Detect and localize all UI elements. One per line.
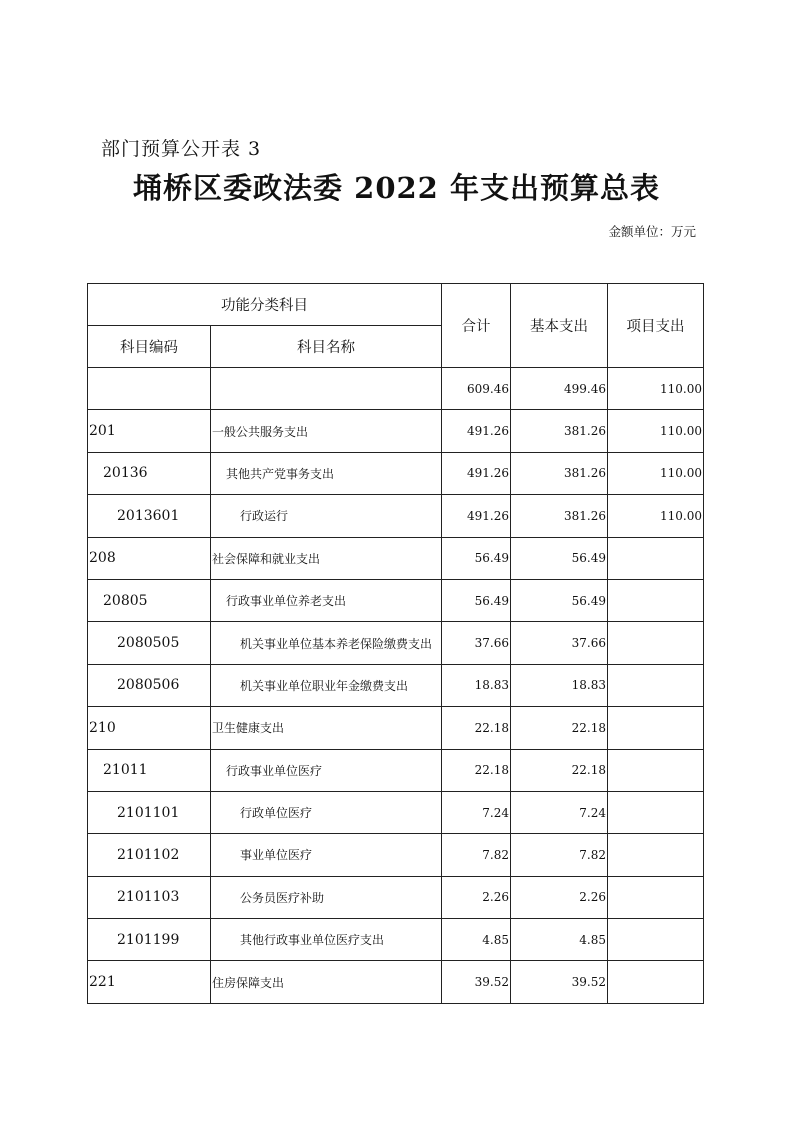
table-row — [88, 707, 704, 749]
table-body — [88, 368, 704, 1004]
subject-code-cell: 208 — [88, 537, 211, 579]
subject-code-cell: 20805 — [88, 579, 211, 621]
total-amount-cell: 37.66 — [442, 622, 511, 664]
header-project-expenditure: 项目支出 — [608, 284, 704, 368]
project-amount-cell: 110.00 — [608, 410, 704, 452]
total-amount-cell: 609.46 — [442, 368, 511, 410]
basic-amount-cell: 7.24 — [511, 791, 608, 833]
subject-name-cell: 公务员医疗补助 — [211, 876, 442, 918]
project-amount-cell: 110.00 — [608, 452, 704, 494]
table-row — [88, 834, 704, 876]
table-row — [88, 495, 704, 537]
project-amount-cell — [608, 707, 704, 749]
table-row — [88, 452, 704, 494]
basic-amount-cell: 56.49 — [511, 537, 608, 579]
subject-name-cell: 行政运行 — [211, 495, 442, 537]
subject-name-cell: 社会保障和就业支出 — [211, 537, 442, 579]
subject-name-cell: 事业单位医疗 — [211, 834, 442, 876]
subject-code-cell: 2101103 — [88, 876, 211, 918]
table-row — [88, 579, 704, 621]
subject-name-cell: 一般公共服务支出 — [211, 410, 442, 452]
subject-code-cell: 2101199 — [88, 919, 211, 961]
subject-code-cell: 20136 — [88, 452, 211, 494]
table-row — [88, 961, 704, 1003]
project-amount-cell — [608, 622, 704, 664]
basic-amount-cell: 56.49 — [511, 579, 608, 621]
total-amount-cell: 2.26 — [442, 876, 511, 918]
header-subject-name: 科目名称 — [211, 326, 442, 368]
project-amount-cell: 110.00 — [608, 368, 704, 410]
total-amount-cell: 7.82 — [442, 834, 511, 876]
total-amount-cell: 491.26 — [442, 452, 511, 494]
subject-name-cell: 机关事业单位基本养老保险缴费支出 — [211, 622, 442, 664]
total-amount-cell: 22.18 — [442, 707, 511, 749]
basic-amount-cell: 7.82 — [511, 834, 608, 876]
header-basic-expenditure: 基本支出 — [511, 284, 608, 368]
subject-code-cell: 2101102 — [88, 834, 211, 876]
project-amount-cell — [608, 791, 704, 833]
table-row — [88, 410, 704, 452]
header-function-category: 功能分类科目 — [88, 284, 442, 326]
project-amount-cell — [608, 664, 704, 706]
subject-name-cell — [211, 368, 442, 410]
subject-name-cell: 住房保障支出 — [211, 961, 442, 1003]
subject-name-cell: 卫生健康支出 — [211, 707, 442, 749]
subject-name-cell: 行政单位医疗 — [211, 791, 442, 833]
table-row — [88, 749, 704, 791]
basic-amount-cell: 37.66 — [511, 622, 608, 664]
subject-code-cell — [88, 368, 211, 410]
project-amount-cell — [608, 537, 704, 579]
basic-amount-cell: 39.52 — [511, 961, 608, 1003]
table-row — [88, 791, 704, 833]
table-row — [88, 876, 704, 918]
table-row — [88, 919, 704, 961]
table-row — [88, 368, 704, 410]
basic-amount-cell: 22.18 — [511, 749, 608, 791]
table-row — [88, 622, 704, 664]
subject-code-cell: 210 — [88, 707, 211, 749]
project-amount-cell — [608, 834, 704, 876]
subject-name-cell: 其他行政事业单位医疗支出 — [211, 919, 442, 961]
table-row — [88, 664, 704, 706]
project-amount-cell — [608, 749, 704, 791]
basic-amount-cell: 381.26 — [511, 452, 608, 494]
subject-name-cell: 行政事业单位养老支出 — [211, 579, 442, 621]
subject-code-cell: 2013601 — [88, 495, 211, 537]
total-amount-cell: 491.26 — [442, 410, 511, 452]
total-amount-cell: 491.26 — [442, 495, 511, 537]
project-amount-cell — [608, 876, 704, 918]
basic-amount-cell: 22.18 — [511, 707, 608, 749]
total-amount-cell: 22.18 — [442, 749, 511, 791]
header-total: 合计 — [442, 284, 511, 368]
subject-name-cell: 其他共产党事务支出 — [211, 452, 442, 494]
table-subtitle: 部门预算公开表 3 — [101, 138, 262, 160]
subject-code-cell: 2080505 — [88, 622, 211, 664]
basic-amount-cell: 381.26 — [511, 410, 608, 452]
total-amount-cell: 56.49 — [442, 579, 511, 621]
subject-code-cell: 2101101 — [88, 791, 211, 833]
subject-name-cell: 机关事业单位职业年金缴费支出 — [211, 664, 442, 706]
subject-code-cell: 201 — [88, 410, 211, 452]
basic-amount-cell: 2.26 — [511, 876, 608, 918]
subject-code-cell: 221 — [88, 961, 211, 1003]
total-amount-cell: 18.83 — [442, 664, 511, 706]
header-subject-code: 科目编码 — [88, 326, 211, 368]
basic-amount-cell: 381.26 — [511, 495, 608, 537]
subject-name-cell: 行政事业单位医疗 — [211, 749, 442, 791]
expenditure-budget-table — [87, 283, 704, 1004]
total-amount-cell: 4.85 — [442, 919, 511, 961]
amount-unit-label: 金额单位：万元 — [608, 224, 696, 239]
table-row — [88, 537, 704, 579]
project-amount-cell — [608, 919, 704, 961]
total-amount-cell: 56.49 — [442, 537, 511, 579]
total-amount-cell: 39.52 — [442, 961, 511, 1003]
project-amount-cell — [608, 961, 704, 1003]
project-amount-cell — [608, 579, 704, 621]
page-title: 埇桥区委政法委 2022 年支出预算总表 — [133, 171, 660, 205]
total-amount-cell: 7.24 — [442, 791, 511, 833]
basic-amount-cell: 499.46 — [511, 368, 608, 410]
subject-code-cell: 21011 — [88, 749, 211, 791]
basic-amount-cell: 18.83 — [511, 664, 608, 706]
subject-code-cell: 2080506 — [88, 664, 211, 706]
basic-amount-cell: 4.85 — [511, 919, 608, 961]
project-amount-cell: 110.00 — [608, 495, 704, 537]
